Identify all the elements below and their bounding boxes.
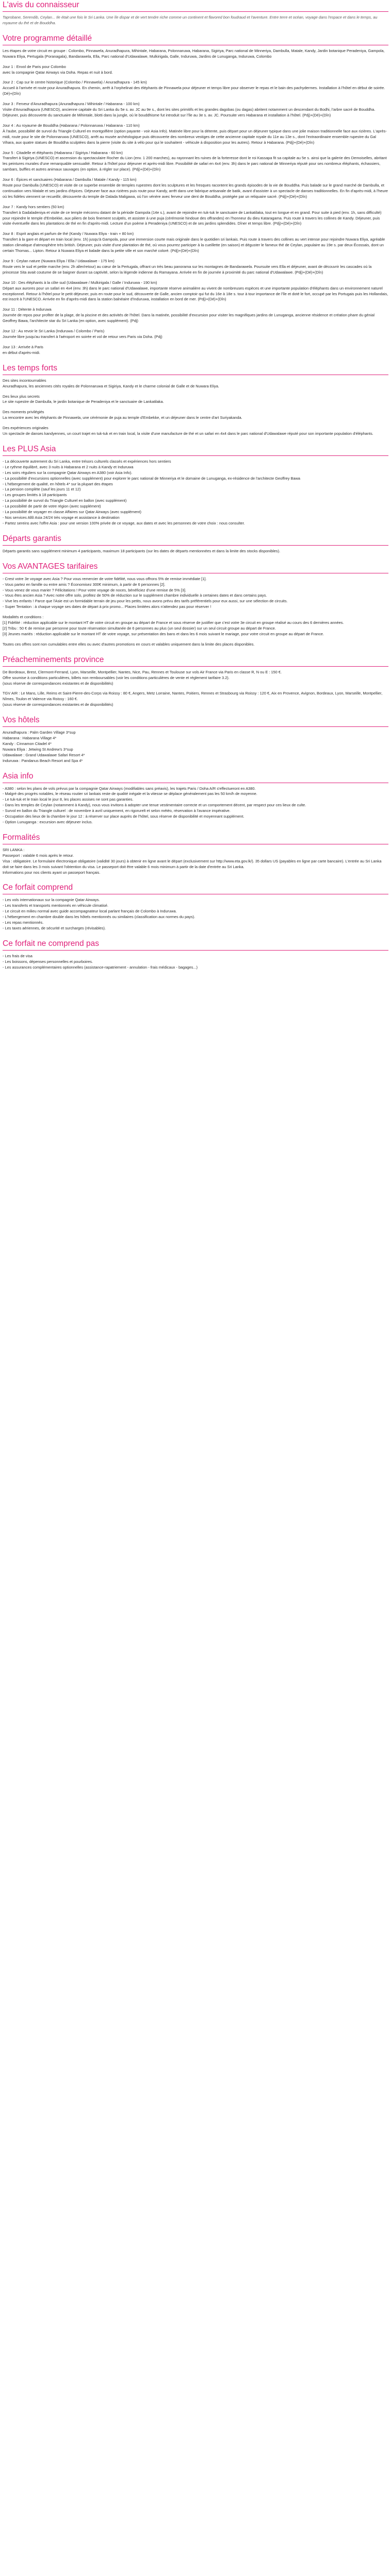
paragraph: Des lieux plus secrets Le site rupestre de Dambulla, le jardin botanique de Peradeniya et le sanctuaire de Lankatilaka. xyxy=(3,394,164,404)
section-heading: Votre programme détaillé xyxy=(3,33,92,43)
paragraph: Des sites incontournables Anuradhapura, les anciennes cités royales de Polonnaruwa et Sigiriya, Kandy et le charme colonial de Galle et de Nuwara Eliya. xyxy=(3,378,219,388)
paragraph: Jour 9 : Ceylan nature (Nuwara Eliya / Ella / Udawalawe - 175 km) Route vers le sud et petite marche (env. 2h aller/retour) au cœur de la Pertugala, offrant un très beau panorama sur les montagnes de Bandarawela. Poursuite vers Ella et déjeuner, avant de découvrir les cascades où la princesse Sita avait coutume de se baigner durant sa captivité, selon la légende indienne du Ramayana. Arrivée en fin de journée à proximité du parc national d'Udawalawe. (Pdj)+(Dé)+(Dîn) xyxy=(3,259,372,275)
paragraph: Jour 10 : Des éléphants à la côte sud (Udawalawe / Mulkirigala / Galle / Induruwa - 190 km) Départ aux aurores pour un safari en 4x4 (env. 3h) dans le parc national d'Udawalawe, importante réserve animalière au vivent de nombreuses espèces et une importante population d'éléphants dans un environnement naturel exceptionnel. Retour à l'hôtel pour le petit déjeuner, puis en route pour le sud, découverte de Galle, ancien comptoir qui fut du 16e à 18e s. tour à tour importance de l'île et doté le fort, occupé par les Portugais puis les Hollandais, est inscrit à l'UNESCO. Arrivée en fin d'après-midi dans la station balnéaire d'Induruwa, installation en bord de mer. (Pdj)+(Dé)+(Dîn) xyxy=(3,280,388,302)
paragraph: TGV AIR : Le Mans, Lille, Reims et Saint-Pierre-des-Corps via Roissy : 80 €, Angers, Metz Lorraine, Nantes, Poitiers, Rennes et Strasbourg via Roissy : 120 €, Aix en Provence, Avignon, Bordeaux, Lyon, Marseille, Montpellier, Nîmes, Toulon et Valence via Roissy : 160 €. (sous réserve de correspondances existantes et de disponibilités) xyxy=(3,691,383,707)
section-pr-acheminements-province xyxy=(3,655,388,708)
section-divider xyxy=(3,666,388,667)
section-heading: Les temps forts xyxy=(3,363,57,372)
section-divider xyxy=(3,455,388,456)
section-divider xyxy=(3,11,388,12)
paragraph: Jour 8 : Esprit anglais et parfum de thé (Kandy / Nuwara Eliya - train + 80 km) Transfert à la gare et départ en train local (env. 1h) jusqu'à Gampola, pour une immersion courte mais originale dans le quotidien sri lankais. Puis route à travers des collines au vert intense pour rejoindre Nuwara Eliya, agréable station climatique d'atmosphère très british. Déjeuner, puis visite d'une plantation de thé, où vous pourrez participer à la cueillette (en saison) et déguster le fameux thé de Ceylan, populaire au 19e s. par deux Écossais, dont un certain Thomas... Lipton. Retour à Nuwara Eliya et balade dans la petite ville et son marché coloré. (Pdj)+(Dé)+(Dîn) xyxy=(3,231,385,253)
paragraph: Jour 6 : Épices et sanctuaires (Habarana / Dambulla / Matale / Kandy - 115 km) Route pour Dambulla (UNESCO) et visite de ce superbe ensemble de temples rupestres dont les sculptures et les fresques racontent les grands épisodes de la vie de Bouddha. Puis balade sur le grand marché de Dambulla, et continuation vers Matale et ses jardins d'épices. Déjeuner face aux rizières puis route pour Kandy, arrêt dans une fabrique artisanale de batik, avant d'assister à un spectacle de danses traditionnelles. En fin d'après-midi, à l'heure où les fidèles viennent se recueillir, découverte du temple de Dalada Maligawa, où l'on vénère avec ferveur une dent de Bouddha, protégée par un reliquaire sacré. (Pdj)+(Dé)+(Dîn) xyxy=(3,177,388,199)
section-les-plus-asia xyxy=(3,444,388,527)
paragraph: Des expériences originales Un spectacle de danses kandyennes, un court trajet en tuk-tuk et en train local, la visite d'une manufacture de thé et un safari en 4x4 dans le parc national d'Udawalawe réputé pour son importante population d'éléphants. xyxy=(3,426,373,436)
paragraph: SRI LANKA : Passeport : valable 6 mois après le retour. Visa : obligatoire. Le formulaire électronique obligatoire (validité 30 jours) à obtenir en ligne avant le départ (exclusivement sur http://www.eta.gov.lk/). 35 dollars US (payables en ligne par carte bancaire). L'entrée au Sri Lanka doit se faire dans les 3 mois suivant l'obtention du visa. Le passeport doit être valable 6 mois minimum à partir de la date d'entrée au Sri Lanka. Informations pour nos clients ayant un passeport français. xyxy=(3,847,382,875)
section-heading: Vos hôtels xyxy=(3,716,40,725)
paragraph: Des moments privilégiés La rencontre avec les éléphants de Pinnawela, une cérémonie de puja au temple d'Embekke, et un déjeuner dans le centre d'art Suriyakanda. xyxy=(3,410,242,420)
paragraph: Départs garantis sans supplément minimum 4 participants, maximum 18 participants (sur les dates de départs mentionnées et dans la limite des stocks disponibles). xyxy=(3,548,281,553)
paragraph: De Bordeaux, Brest, Clermont-Ferrand, Lyon, Marseille, Montpellier, Nantes, Nice, Pau, Rennes et Toulouse sur vols Air France via Paris en classe R, N ou E : 150 €. Offre soumise à conditions particulières, billets non remboursables (voir les conditions particulières de vente et réglement tarifaire 3.2). (sous réserve de correspondances existantes et de disponibilités) xyxy=(3,669,282,686)
paragraph: Les étapes de votre circuit en groupe : Colombo, Pinnawela, Anuradhapura, Mihintale, Habarana, Polonnaruwa, Habarana, Sigiriya, Parc national de Minneriya, Dambulla, Matale, Kandy, Jardin botanique Peradeniya, Gampola, Nuwara Eliya, Pertugala (Poranagala), Bandarawela, Ella, Parc national d'Udawalawe, Mulkirigala, Galle, Induruwa, Jardins de Lunuganga, Induruwa, Colombo xyxy=(3,48,385,59)
paragraph: - Crest votre 3e voyage avec Asia ? Pour vous remercier de votre fidélité, nous vous offrons 5% de remise immédiate [1]. - Vous partez en famille ou entre amis ? Économisez 300€ minimum, à partir de 6 personnes [2]. - Vous venez de vous marier ? Félicitations ! Pour votre voyage de noces, bénéficiez d'une remise de 5% [3]. - Vous êtes ancien Asia ? Avec notre offre solo, profitez de 50% de réduction sur le supplément chambre individuelle à certaines dates et dans certains pays. - Vive les enfants ! Parce que l'Asie est un formidable terrain de jeu pour les petits, nous avons prévu des tarifs préférentiels pour eux aussi, sur une sélection de circuits. - Super Tentation : à chaque voyage ses dates de départ à prix promo... Places limitées alors n'attendez pas pour réserver ! xyxy=(3,576,288,609)
paragraph: Jour 4 : Au royaume de Bouddha (Habarana / Polonnaruwa / Habarana - 110 km) À l'aube, possibilité de survol du Triangle Culturel en montgolfière (option payante - voir Asia Info). Matinée libre pour la détente, puis départ pour un déjeuner typique dans une jolie maison traditionnelle face aux rizières. L'après-midi, route pour le site de Polonnaruwa (UNESCO), arrêt au musée archéologique puis découverte des nombreux vestiges de cette ancienne capitale royale du 11e au 13e s., dont l'extraordinaire ensemble rupestre du Gal Vihara, aux quatre statues de Bouddha sculptées dans la pierre (visite du site à vélo pour qui le souhaitent - véhicule à disposition pour les autres). Retour à Habarana. (Pdj)+(Dé)+(Dîn) xyxy=(3,123,387,145)
section-divider xyxy=(3,545,388,546)
page-content xyxy=(0,0,391,971)
section-heading: Ce forfait ne comprend pas xyxy=(3,939,99,948)
section-heading: Vos AVANTAGES tarifaires xyxy=(3,562,98,571)
section-heading: Les PLUS Asia xyxy=(3,444,56,453)
paragraph: Jour 5 : Citadelle et éléphants (Habarana / Sigiriya / Habarana - 60 km) Transfert à Sigiriya (UNESCO) et ascension du spectaculaire Rocher du Lion (env. 1 200 marches), au rayonnant les ruines de la forteresse dont le roi Kassapa fit sa capitale au 5e s. ainsi que la galerie des Demoiselles, abritant les peintures murales d'une remarquable sensualité. Retour à l'hôtel pour déjeuner et après-midi libre. Possibilité de safari en 4x4 (env. 3h) dans le parc national de Minneriya réputé pour ses nombreux éléphants, échassiers, sambars, buffles et autres animaux sauvages (en option, à régler sur place). (Pdj)+(Dé)+(Dîn) xyxy=(3,150,387,172)
section-heading: L'avis du connaisseur xyxy=(3,1,79,9)
paragraph: Jour 2 : Cap sur le centre historique (Colombo / Pinnawela) / Anuradhapura - 145 km) Accueil à l'arrivée et route pour Anuradhapura. En chemin, arrêt à l'orphelinat des éléphants de Pinnawela pour déjeuner et temps libre pour observer le repas et le bain des pachydermes. Installation à l'hôtel en début de soirée. (Dé)+(Dîn) xyxy=(3,80,385,96)
paragraph: Anuradhapura : Palm Garden Village 3*sup Habarana : Habarana Village 4* Kandy : Cinnamon Citadel 4* Nuwara Eliya : Jetwing St Andrew's 3*sup Udawalawe : Grand Udawalawe Safari Resort 4* Induruwa : Pandanus Beach Resort and Spa 4* xyxy=(3,730,85,763)
section-ce-forfait-ne-comprend-pas xyxy=(3,939,388,971)
paragraph: - A380 : selon les plans de vols prévus par la compagnie Qatar Airways (modifiables sans préavis), les trajets Paris / Doha A/R s'effectueront en A380. - Malgré des progrès notables, le réseau routier sri lankais reste de qualité inégale et la vitesse se déplace généralement pas les 50 km/h de moyenne. - Le tuk-tuk et le train local le jour 8, les places assises ne sont pas garanties. - Dans les temples de Ceylan (notamment à Kandy), nous vous invitons à adopter une tenue vestimentaire correcte et un comportement décent, par respect pour ces lieux de culte. - Survol en ballon du Triangle culturel : de novembre à avril uniquement, en rigorurelt et selon météo, réservation à l'avance impérative. - Occupation des lieux de la chambre le jour 12 : à réserver sur place auprès de l'hôtel, sous réserve de disponibilité et moyennant supplément. - Option Lunuganga : excursion avec déjeuner inclus. xyxy=(3,786,306,824)
section-heading: Formalités xyxy=(3,833,40,842)
section-heading: Préacheminements province xyxy=(3,655,104,664)
section-ce-forfait-comprend xyxy=(3,883,388,931)
section-l-avis-du-connaisseur xyxy=(3,0,388,26)
paragraph: Jour 13 : Arrivée à Paris en début d'après-midi. xyxy=(3,344,43,355)
paragraph: Jour 3 : Ferveur d'Anuradhapura (Anuradhapura / Mihintale / Habarana - 100 km) Visite d'Anuradhapura (UNESCO), ancienne capitale du Sri Lanka du 5e s. av. JC au 9e s., dont les sites primitifs et les grandes dagobas (ou dagas) abritent notamment un descendant du Bodhi, l'arbre sacré de Bouddha. Déjeuner, puis découverte du sanctuaire de Mihintale, blotti dans la jungle, où le bouddhisme fut introduit sur l'île au 3e s. av. JC. Poursuite vers Habarana et installation à l'hôtel. (Pdj)+(Dé)+(Dîn) xyxy=(3,101,376,117)
section-vos-h-tels xyxy=(3,715,388,764)
section-les-temps-forts xyxy=(3,363,388,437)
paragraph: - Les vols internationaux sur la compagnie Qatar Airways. - Les transferts et transports mentionnés en véhicule climatisé. - Le circuit en milieu normal avec guide accompagnateur local parlant français de Colombo à Induruwa. - L'hébergement en chambre double dans les hôtels mentionnés ou similaires (classification aux normes du pays). - Les repas mentionnés. - Les taxes aériennes, de sécurité et surcharges (révisables). xyxy=(3,897,196,930)
section-heading: Ce forfait comprend xyxy=(3,883,73,892)
paragraph: Jour 1 : Envol de Paris pour Colombo avec la compagnie Qatar Airways via Doha. Repas et nuit à bord. xyxy=(3,64,113,75)
section-vos-avantages-tarifaires xyxy=(3,562,388,648)
section-formalit-s xyxy=(3,833,388,876)
paragraph: Jour 11 : Détente à Induruwa Journée de repos pour profiter de la plage, de la piscine et des activités de l'hôtel. Dans la matinée, possibilité d'excursion pour visiter les magnifiques jardins de Lunuganga, ancienne résidence et création phare du génial Geoffrey Bawa, l'architecte star du Sri Lanka (en option, avec supplément). (Pdj) xyxy=(3,307,374,324)
paragraph: Modalités et conditions : [1] Fidélité : réduction applicable sur le montant HT de votre circuit en groupe au départ de France et sous réserve de justifier que c'est votre 3e circuit en groupe réalisé au cours des 6 dernières années. [2] Tribu : 50 € de remise par personne pour toute réservation simultanée de 6 personnes au plus (un seul dossier) sur un seul circuit groupe au départ de France. [3] Jeunes mariés : réduction applicable sur le montant HT de votre voyage, sur présentation des bans et dans les 6 mois suivant le mariage, pour votre circuit en groupe au départ de France. xyxy=(3,615,344,636)
paragraph: - La découverte autrement du Sri Lanka, entre trésors culturels classés et expériences hors sentiers - Le rythme équilibré, avec 3 nuits à Habarana et 2 nuits à Kandy et Induruwa - Les soirs réguliers sur la compagnie Qatar Airways en A380 (voir Asia Info). - La possibilité d'excursions optionnelles (avec supplément) pour explorer le parc national de Minneriya et le domaine de Lunuganga, ex-résidence de l'architecte Geoffrey Bawa - L'hébergement de qualité, en hôtels 4* sur la plupart des étapes - La pension complète (sauf les jours 11 et 12) - Les groupes limités à 18 participants - La possibilité de survol du Triangle Culturel en ballon (avec supplément) - La possibilité de partir de votre région (avec supplément) - La possibilité de voyager en classe Affaires sur Qatar Airways (avec supplément) - Nos services Allô Asia 24/24 très voyage et assistance à destination - Partez sereins avec l'offre Asia : pour une version 100% privée de ce voyage, aux dates et avec les personnes de votre choix : nous consulter. xyxy=(3,459,301,526)
section-d-parts-garantis xyxy=(3,534,388,554)
paragraph: - Les frais de visa - Les boissons, dépenses personnelles et pourboires. - Les assurances complémentaires optionnelles (assistance-rapatriement - annulation - frais médicaux - bagages...) xyxy=(3,953,198,970)
paragraph: Taprobane, Serendib, Ceylan... Ile était une fois le Sri Lanka. Une île dispar et de vert tendre riche comme un continent et flavored bon foudraud et l'aventure. Entre terre et océan, voyage dans l'espace et dans le temps, au royaume du thé et de Bouddha. xyxy=(3,15,378,25)
paragraph: Jour 7 : Kandy hors sentiers (50 km) Transfert à Gadaladeniya et visite de ce temple méconnu datant de la période Gampola (14e s.), avant de rejoindre en tuk-tuk le sanctuaire de Lankatilaka, tout en longue et en grand. Pour suite à pied (env. 1h, sans difficulté) pour rejoindre le temple d'Embekke, aux piliers de bois finement sculptés, et assister à une puja (cérémonie hindoue des offrandes) en l'honneur du dieu Kataragama. Puis route à travers les collines de Kandy. Déjeuner, puis visite éventuelle dans les plantations de thé en fin d'après-midi. Lecture d'un poème à Peradeniya (UNESCO) et de ses jardins splendides. Dîner et temps libre. (Pdj)+(Dé)+(Dîn) xyxy=(3,204,382,226)
section-divider xyxy=(3,950,388,951)
paragraph: Toutes ces offres sont non cumulables entre elles ou avec d'autres promotions en cours et valables uniquement dans la limite des places disponibles. xyxy=(3,641,255,647)
section-votre-programme-d-taill xyxy=(3,33,388,356)
section-divider xyxy=(3,726,388,727)
section-heading: Asia info xyxy=(3,771,34,781)
section-asia-info xyxy=(3,771,388,825)
paragraph: Jour 12 : Au revoir le Sri Lanka (Induruwa / Colombo / Paris) Journée libre jusqu'au transfert à l'aéroport en soirée et vol de retour vers Paris via Doha. (Pdj) xyxy=(3,329,162,339)
section-heading: Départs garantis xyxy=(3,534,61,543)
